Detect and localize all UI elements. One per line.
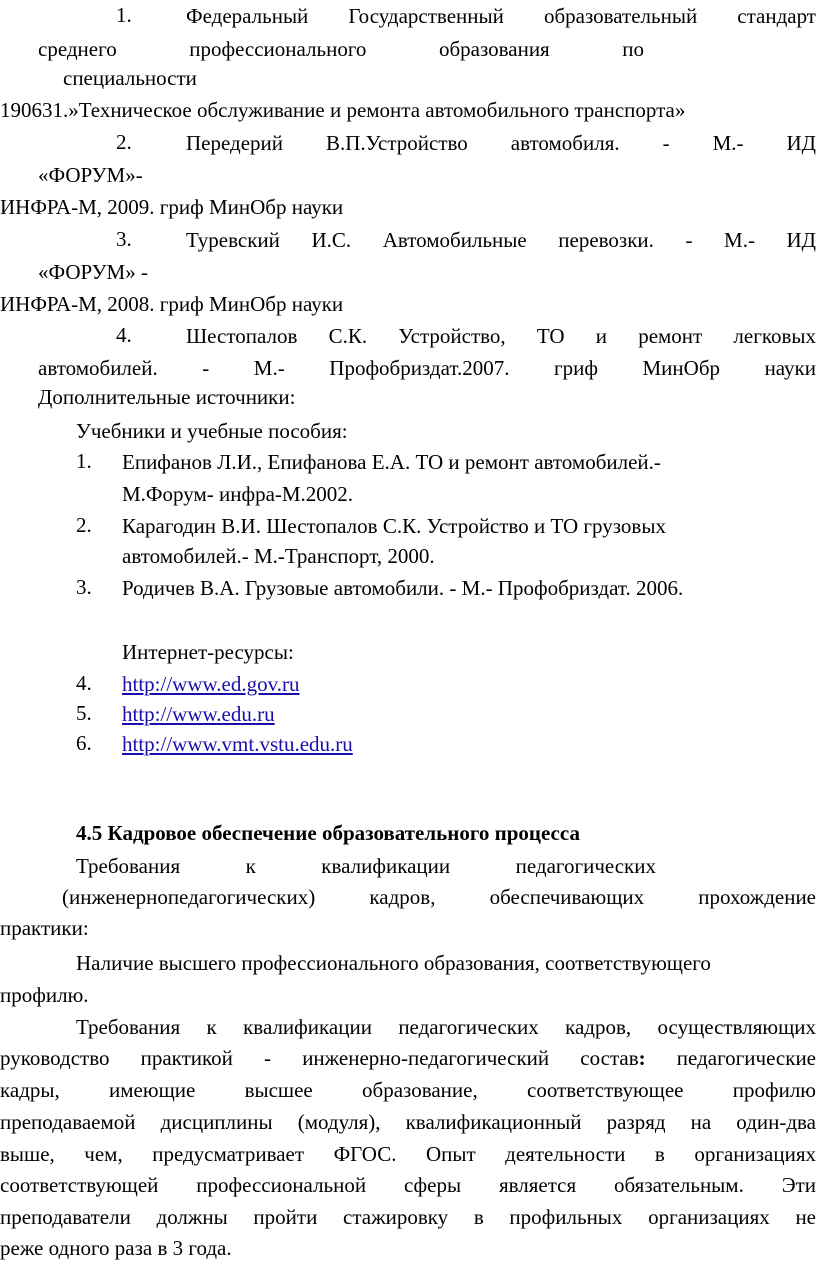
staff-line-8: реже одного раза в 3 года. (0, 1236, 232, 1260)
list-number: 4. (76, 671, 92, 695)
source-2-line-3: ИНФРА-М, 2009. гриф МинОбр науки (0, 195, 344, 219)
higher-education-line-1: Наличие высшего профессионального образования, соответствующего (76, 951, 711, 975)
staff-line-6: соответствующей профессиональной сферы является обязательным. Эти (0, 1173, 816, 1197)
requirements-line-2: (инженернопедагогических) кадров, обеспечивающих прохождение (62, 885, 816, 909)
textbook-2-line-2: автомобилей.- М.-Транспорт, 2000. (122, 544, 435, 568)
staff-line-3: кадры, имеющие высшее образование, соответствующее профилю (0, 1078, 816, 1102)
source-2-line-2: «ФОРУМ»- (38, 163, 143, 187)
requirements-line-3: практики: (0, 916, 89, 940)
list-number: 3. (116, 227, 132, 251)
list-number: 6. (76, 731, 92, 755)
source-4-line-1: Шестопалов С.К. Устройство, ТО и ремонт легковых (186, 324, 816, 348)
source-3-line-1: Туревский И.С. Автомобильные перевозки. - М.- ИД (186, 228, 816, 252)
staff-line-1: Требования к квалификации педагогических кадров, осуществляющих (76, 1015, 816, 1039)
source-1-line-2: среднего профессионального образования по (38, 37, 644, 61)
textbook-3-line-1: Родичев В.А. Грузовые автомобили. - М.- Профобриздат. 2006. (122, 576, 684, 600)
staff-line-2-text: руководство практикой - инженерно-педагогический состав (0, 1046, 639, 1070)
staff-line-2-colon: : (638, 1046, 646, 1070)
requirements-line-1: Требования к квалификации педагогических (76, 854, 656, 878)
source-1-line-4: 190631.»Техническое обслуживание и ремонта автомобильного транспорта» (0, 98, 686, 122)
internet-heading: Интернет-ресурсы: (122, 640, 294, 664)
source-3-line-3: ИНФРА-М, 2008. гриф МинОбр науки (0, 292, 344, 316)
textbook-2-line-1: Карагодин В.И. Шестопалов С.К. Устройство и ТО грузовых (122, 514, 666, 538)
source-4-line-2: автомобилей. - М.- Профобриздат.2007. гриф МинОбр науки (38, 356, 816, 380)
list-number: 5. (76, 701, 92, 725)
staff-line-5: выше, чем, предусматривает ФГОС. Опыт деятельности в организациях (0, 1142, 816, 1166)
textbook-1-line-1: Епифанов Л.И., Епифанова Е.А. ТО и ремонт автомобилей.- (122, 450, 661, 474)
source-3-line-2: «ФОРУМ» - (38, 260, 148, 284)
list-number: 1. (76, 449, 92, 473)
source-1-line-1: Федеральный Государственный образовательный стандарт (186, 4, 816, 28)
link-ed-gov[interactable]: http://www.ed.gov.ru (122, 672, 300, 696)
additional-heading: Дополнительные источники: (38, 385, 296, 409)
higher-education-line-2: профилю. (0, 983, 89, 1007)
link-vmt-vstu[interactable]: http://www.vmt.vstu.edu.ru (122, 732, 353, 756)
source-1-line-3: специальности (63, 66, 197, 90)
staff-line-7: преподаватели должны пройти стажировку в профильных организациях не (0, 1205, 816, 1229)
list-number: 4. (116, 323, 132, 347)
link-edu[interactable]: http://www.edu.ru (122, 702, 275, 726)
textbooks-heading: Учебники и учебные пособия: (76, 419, 348, 443)
list-number: 2. (116, 130, 132, 154)
staff-line-2-tail: педагогические (645, 1046, 816, 1070)
source-2-line-1: Передерий В.П.Устройство автомобиля. - М.- ИД (186, 131, 816, 155)
staff-line-4: преподаваемой дисциплины (модуля), квалификационный разряд на один-два (0, 1110, 816, 1134)
section-heading: 4.5 Кадровое обеспечение образовательного процесса (76, 821, 580, 845)
list-number: 2. (76, 513, 92, 537)
list-number: 3. (76, 575, 92, 599)
staff-line-2 (0, 1045, 816, 1071)
list-number: 1. (116, 3, 132, 27)
textbook-1-line-2: М.Форум- инфра-М.2002. (122, 482, 354, 506)
